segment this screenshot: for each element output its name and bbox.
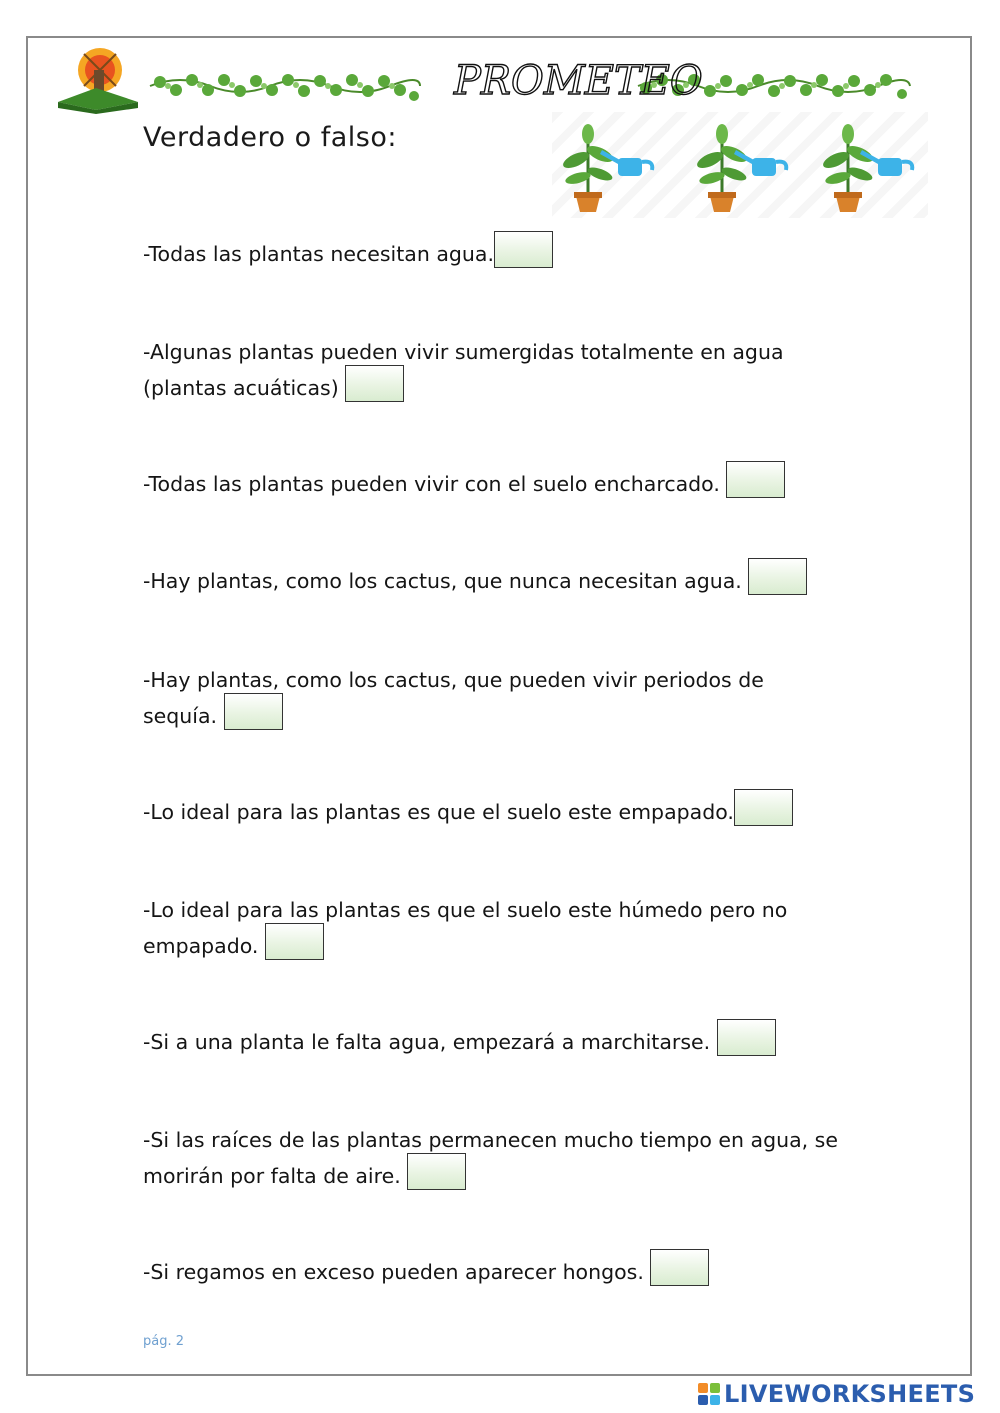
potted-plant-icon [818, 120, 922, 216]
question-text: -Todas las plantas pueden vivir con el suelo encharcado. [143, 472, 720, 496]
answer-box[interactable] [345, 365, 404, 402]
question-text: -Todas las plantas necesitan agua. [143, 242, 495, 266]
answer-box[interactable] [650, 1249, 709, 1286]
answer-box[interactable] [717, 1019, 776, 1056]
question-item [143, 236, 843, 274]
prometeo-signature [450, 50, 703, 108]
answer-box[interactable] [734, 789, 793, 826]
answer-box[interactable] [224, 693, 283, 730]
question-item [143, 334, 833, 408]
page-title: Verdadero o falso: [143, 122, 397, 153]
question-item [143, 662, 803, 736]
liveworksheets-brand [698, 1378, 975, 1410]
school-logo [56, 44, 140, 114]
liveworksheets-logo-icon [698, 1383, 720, 1405]
question-text: -Si las raíces de las plantas permanecen mucho tiempo en agua, se morirán por falta de aire. [143, 1128, 838, 1188]
question-item [143, 1122, 843, 1196]
answer-box[interactable] [726, 461, 785, 498]
question-item [143, 794, 843, 832]
ivy-border-left [150, 66, 420, 106]
svg-text:PROMETEO: PROMETEO [454, 58, 703, 104]
question-text: -Hay plantas, como los cactus, que nunca necesitan agua. [143, 569, 742, 593]
question-text: -Si a una planta le falta agua, empezará a marchitarse. [143, 1030, 711, 1054]
page-number: pág. 2 [143, 1334, 185, 1349]
question-text: -Hay plantas, como los cactus, que pueden vivir periodos de sequía. [143, 668, 764, 728]
question-item [143, 1254, 843, 1292]
question-item [143, 892, 833, 966]
potted-plant-icon [692, 120, 796, 216]
answer-box[interactable] [748, 558, 807, 595]
question-item [143, 466, 843, 504]
potted-plant-icon [558, 120, 662, 216]
brand-text: LIVEWORKSHEETS [724, 1380, 976, 1408]
answer-box[interactable] [407, 1153, 466, 1190]
question-item [143, 1024, 843, 1062]
plants-illustration [552, 112, 928, 218]
question-text: -Lo ideal para las plantas es que el suelo este húmedo pero no empapado. [143, 898, 788, 958]
question-text: -Si regamos en exceso pueden aparecer hongos. [143, 1260, 644, 1284]
question-text: -Algunas plantas pueden vivir sumergidas totalmente en agua (plantas acuáticas) [143, 340, 784, 400]
question-item [143, 563, 843, 601]
answer-box[interactable] [494, 231, 553, 268]
question-text: -Lo ideal para las plantas es que el suelo este empapado. [143, 800, 734, 824]
answer-box[interactable] [265, 923, 324, 960]
